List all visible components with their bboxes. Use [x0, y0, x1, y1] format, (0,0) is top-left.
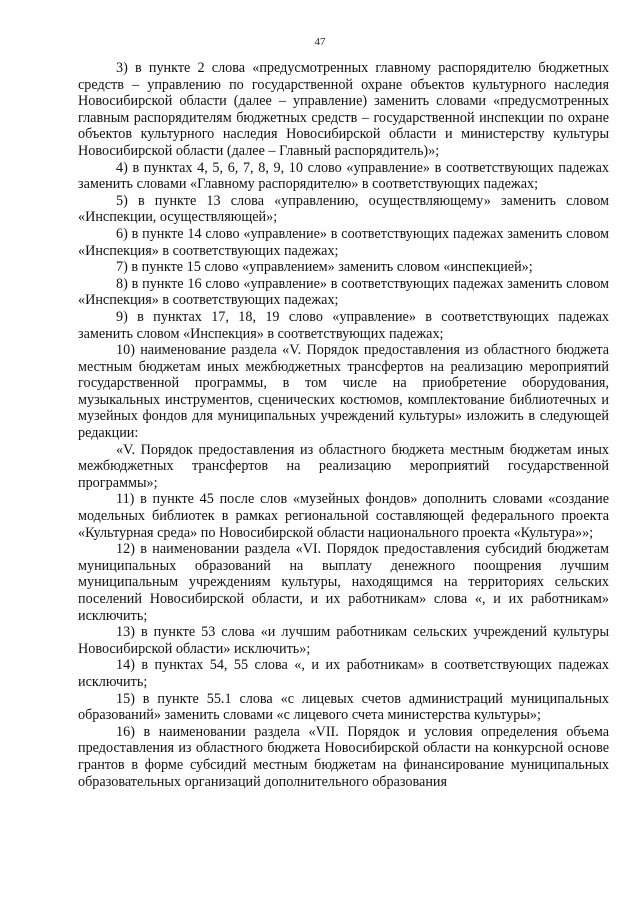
paragraph-item-12: 12) в наименовании раздела «VI. Порядок предоставления субсидий бюджетам муниципальных образований на выплату денежного поощрения лучшим муниципальным учреждениям культуры, находящимся на территориях сельских поселений Новосибирской области, и их работникам» слова «, и их работникам» исключить; [78, 541, 609, 624]
paragraph-item-16: 16) в наименовании раздела «VII. Порядок и условия определения объема предоставления из областного бюджета Новосибирской области на конкурсной основе грантов в форме субсидий местным бюджетам на финансирование муниципальных образовательных организаций дополнительного образования [78, 723, 609, 790]
paragraph-item-10: 10) наименование раздела «V. Порядок предоставления из областного бюджета местным бюджетам иных межбюджетных трансфертов на реализацию мероприятий государственной программы, в том числе на приобретение оборудования, музыкальных инструментов, сценических костюмов, комплектование библиотечных и музейных фондов для муниципальных учреждений культуры» изложить в следующей редакции: [78, 342, 609, 442]
paragraph-item-11: 11) в пункте 45 после слов «музейных фондов» дополнить словами «создание модельных библиотек в рамках региональной составляющей федерального проекта «Культурная среда» по Новосибирской области национального проекта «Культура»»; [78, 491, 609, 541]
paragraph-item-3: 3) в пункте 2 слова «предусмотренных главному распорядителю бюджетных средств – управлению по государственной охране объектов культурного наследия Новосибирской области (далее – управление) заменить словами «предусмотренных главным распорядителям бюджетных средств – государственной инспекции по охране объектов культурного наследия Новосибирской области и министерству культуры Новосибирской области (далее – Главный распорядитель)»; [78, 60, 609, 159]
page-number: 47 [314, 36, 326, 48]
paragraph-quoted-section-title: «V. Порядок предоставления из областного бюджета местным бюджетам иных межбюджетных трансфертов на реализацию мероприятий государственной программы»; [78, 441, 609, 491]
paragraph-item-15: 15) в пункте 55.1 слова «с лицевых счетов администраций муниципальных образований» заменить словами «с лицевого счета министерства культуры»; [78, 690, 609, 724]
paragraph-item-6: 6) в пункте 14 слово «управление» в соответствующих падежах заменить словом «Инспекция» в соответствующих падежах; [78, 225, 609, 259]
document-body [78, 60, 609, 790]
paragraph-item-8: 8) в пункте 16 слово «управление» в соответствующих падежах заменить словом «Инспекция» в соответствующих падежах; [78, 275, 609, 309]
paragraph-item-9: 9) в пунктах 17, 18, 19 слово «управление» в соответствующих падежах заменить словом «Инспекция» в соответствующих падежах; [78, 308, 609, 342]
paragraph-item-13: 13) в пункте 53 слова «и лучшим работникам сельских учреждений культуры Новосибирской области» исключить»; [78, 624, 609, 657]
paragraph-item-5: 5) в пункте 13 слова «управлению, осуществляющему» заменить словом «Инспекции, осуществляющей»; [78, 192, 609, 226]
paragraph-item-14: 14) в пунктах 54, 55 слова «, и их работникам» в соответствующих падежах исключить; [78, 657, 609, 690]
paragraph-item-4: 4) в пунктах 4, 5, 6, 7, 8, 9, 10 слово «управление» в соответствующих падежах заменить словами «Главному распорядителю» в соответствующих падежах; [78, 159, 609, 193]
paragraph-item-7: 7) в пункте 15 слово «управлением» заменить словом «инспекцией»; [116, 259, 533, 276]
